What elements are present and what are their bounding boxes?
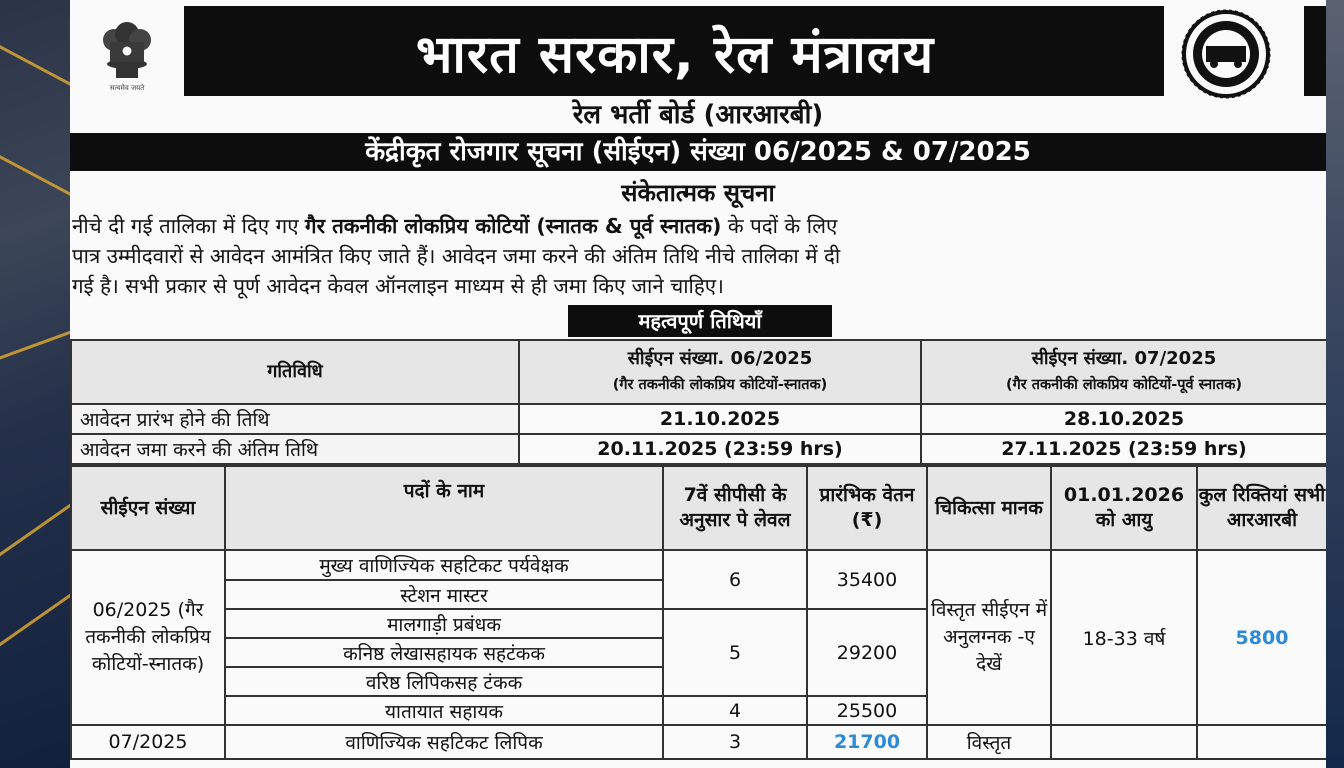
initial-pay-cell: 29200 bbox=[807, 609, 927, 696]
post-name-cell: वाणिज्यिक सहटिकट लिपिक bbox=[225, 725, 663, 759]
pay-level-cell: 3 bbox=[663, 725, 807, 759]
cen06-cell: 06/2025 (गैर तकनीकी लोकप्रिय कोटियों-स्नातक) bbox=[71, 550, 225, 725]
logo-box bbox=[1164, 6, 1304, 104]
vacancies-cell: 5800 bbox=[1197, 550, 1326, 725]
post-name-cell: मालगाड़ी प्रबंधक bbox=[225, 609, 663, 638]
notice-line-3: गई है। सभी प्रकार से पूर्ण आवेदन केवल ऑनलाइन माध्यम से ही जमा किए जाने चाहिए। bbox=[72, 274, 724, 298]
cen-number-banner: केंद्रीकृत रोजगार सूचना (सीईएन) संख्या 06/2025 & 07/2025 bbox=[70, 133, 1326, 171]
indian-railways-logo-icon bbox=[1164, 6, 1304, 104]
age-cell: 18-33 वर्ष bbox=[1051, 550, 1197, 725]
state-emblem-icon bbox=[70, 6, 184, 86]
emblem-motto: सत्यमेव जयते bbox=[109, 84, 145, 92]
pay-level-cell: 6 bbox=[663, 550, 807, 609]
background-right bbox=[1326, 0, 1344, 768]
important-dates-table bbox=[70, 339, 1326, 465]
cen06-header: सीईएन संख्या. 06/2025 (गैर तकनीकी लोकप्रिय कोटियों-स्नातक) bbox=[519, 340, 921, 404]
pay-level-cell: 4 bbox=[663, 696, 807, 725]
title-banner bbox=[70, 6, 1326, 96]
table-row bbox=[71, 550, 1326, 580]
emblem-box bbox=[70, 6, 184, 104]
post-name-cell: स्टेशन मास्टर bbox=[225, 580, 663, 609]
vacancies-header: कुल रिक्तियां सभी आरआरबी bbox=[1197, 466, 1326, 550]
post-name-cell: यातायात सहायक bbox=[225, 696, 663, 725]
notice-paragraph bbox=[72, 211, 1326, 301]
date-cell: 20.11.2025 (23:59 hrs) bbox=[519, 434, 921, 464]
vacancies-cell bbox=[1197, 725, 1326, 759]
page-title: भारत सरकार, रेल मंत्रालय bbox=[415, 25, 935, 85]
initial-pay-cell: 21700 bbox=[807, 725, 927, 759]
age-header: 01.01.2026 को आयु bbox=[1051, 466, 1197, 550]
table-row bbox=[71, 725, 1326, 759]
date-cell: 27.11.2025 (23:59 hrs) bbox=[921, 434, 1326, 464]
date-cell: 21.10.2025 bbox=[519, 404, 921, 434]
table-row bbox=[71, 434, 1326, 464]
activity-cell: आवेदन प्रारंभ होने की तिथि bbox=[71, 404, 519, 434]
activity-header: गतिविधि bbox=[71, 340, 519, 404]
notice-line-2: पात्र उम्मीदवारों से आवेदन आमंत्रित किए जाते हैं। आवेदन जमा करने की अंतिम तिथि नीचे तालिका में दी bbox=[72, 244, 841, 268]
age-cell bbox=[1051, 725, 1197, 759]
table-row bbox=[71, 404, 1326, 434]
notice-title: संकेतात्मक सूचना bbox=[621, 179, 775, 207]
posts-table bbox=[70, 465, 1326, 760]
cen07-header: सीईएन संख्या. 07/2025 (गैर तकनीकी लोकप्रिय कोटियों-पूर्व स्नातक) bbox=[921, 340, 1326, 404]
post-name-cell: कनिष्ठ लेखासहायक सहटंकक bbox=[225, 638, 663, 667]
cen07-cell: 07/2025 bbox=[71, 725, 225, 759]
notice-document bbox=[70, 0, 1326, 768]
medical-cell: विस्तृत सीईएन में अनुलग्नक -ए देखें bbox=[927, 550, 1051, 725]
medical-header: चिकित्सा मानक bbox=[927, 466, 1051, 550]
activity-cell: आवेदन जमा करने की अंतिम तिथि bbox=[71, 434, 519, 464]
important-dates-label: महत्वपूर्ण तिथियाँ bbox=[568, 305, 832, 337]
subtitle: रेल भर्ती बोर्ड (आरआरबी) bbox=[572, 100, 824, 130]
medical-cell: विस्तृत bbox=[927, 725, 1051, 759]
post-name-cell: वरिष्ठ लिपिकसह टंकक bbox=[225, 667, 663, 696]
date-cell: 28.10.2025 bbox=[921, 404, 1326, 434]
post-names-header: पदों के नाम bbox=[225, 466, 663, 550]
cen-no-header: सीईएन संख्या bbox=[71, 466, 225, 550]
background-left bbox=[0, 0, 70, 768]
pay-level-header: 7वें सीपीसी के अनुसार पे लेवल bbox=[663, 466, 807, 550]
initial-pay-cell: 25500 bbox=[807, 696, 927, 725]
post-name-cell: मुख्य वाणिज्यिक सहटिकट पर्यवेक्षक bbox=[225, 550, 663, 580]
pay-level-cell: 5 bbox=[663, 609, 807, 696]
notice-line-1: नीचे दी गई तालिका में दिए गए गैर तकनीकी लोकप्रिय कोटियों (स्नातक & पूर्व स्नातक) के पदों के लिए bbox=[72, 214, 838, 238]
initial-pay-cell: 35400 bbox=[807, 550, 927, 609]
initial-pay-header: प्रारंभिक वेतन (₹) bbox=[807, 466, 927, 550]
